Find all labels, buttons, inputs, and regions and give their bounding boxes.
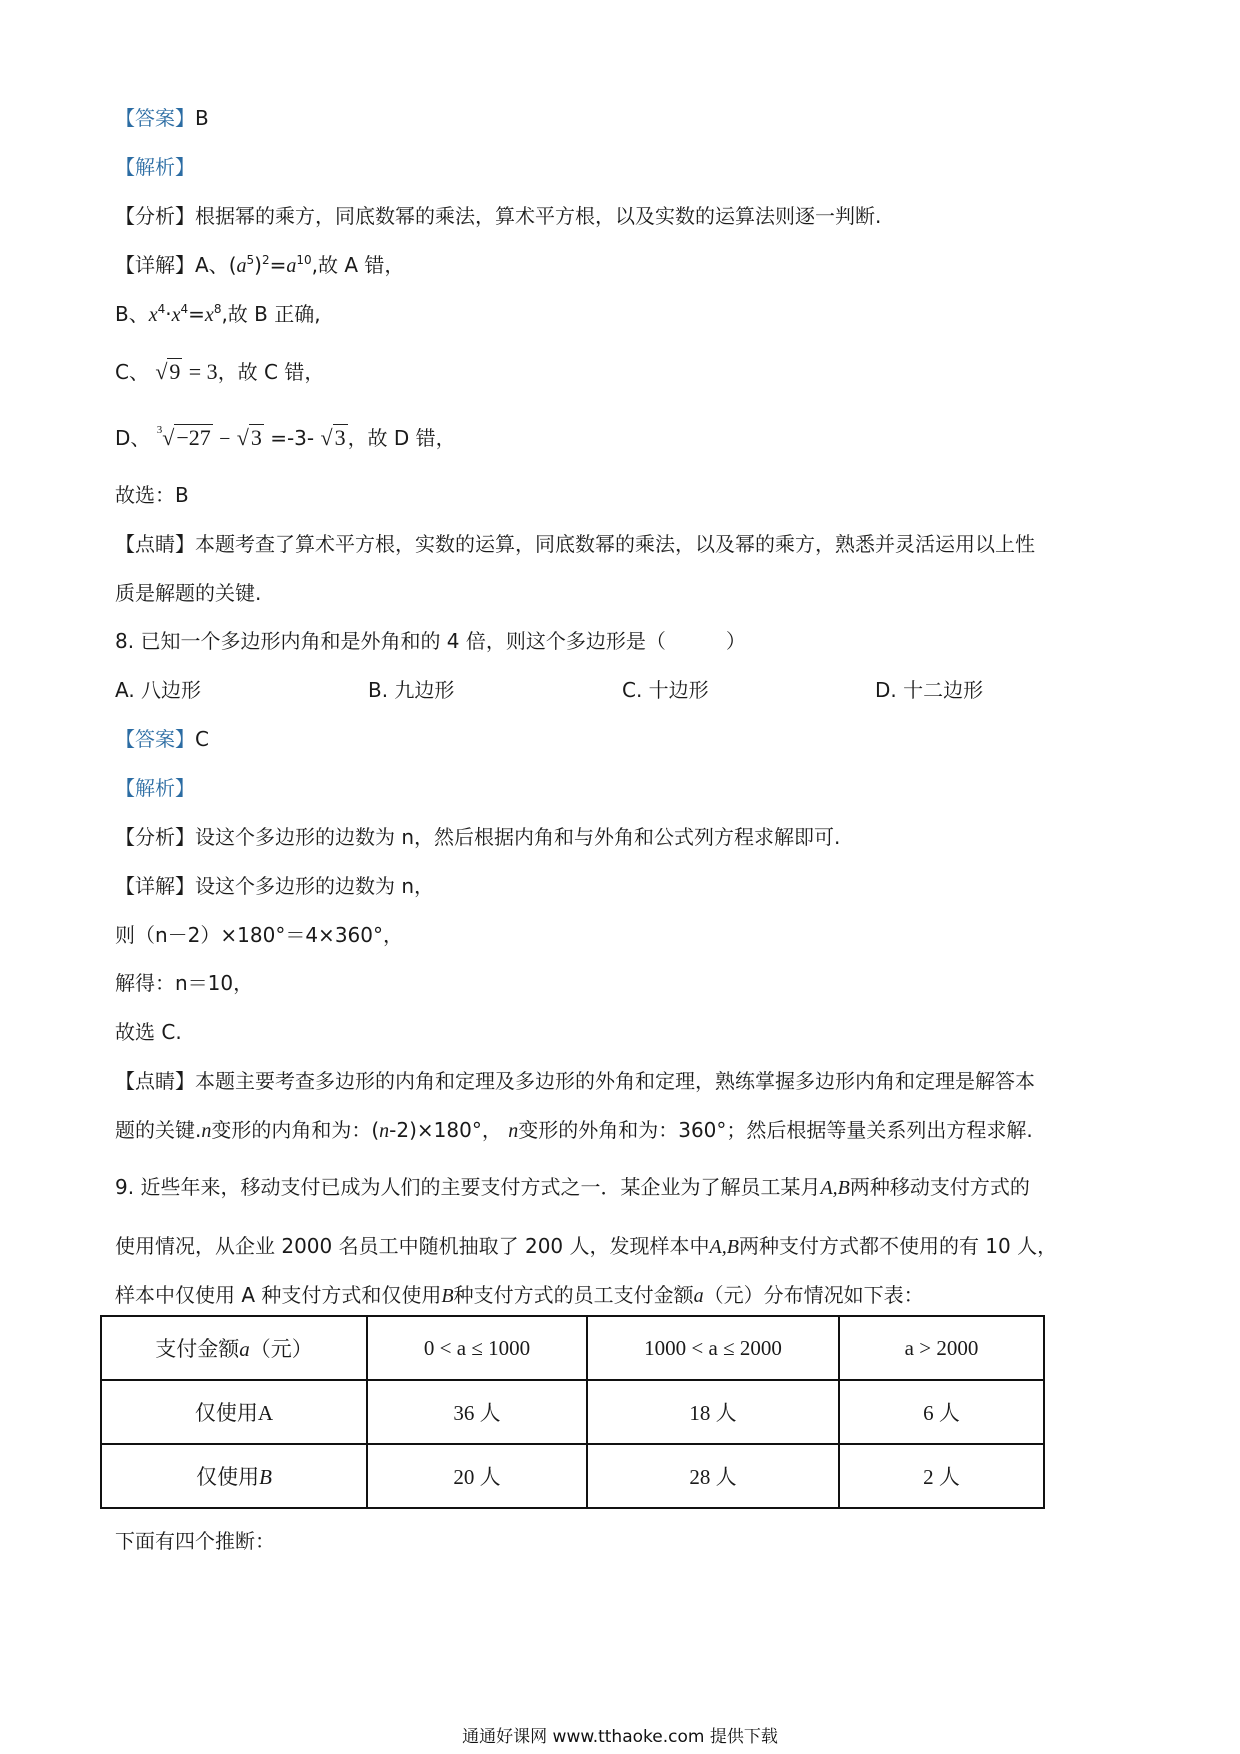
q7-dianjing-2: 质是解题的关键. <box>115 581 262 605</box>
q8-option-a: A. 八边形 <box>115 678 202 702</box>
header-amount-label: 支付金额 <box>155 1337 240 1361</box>
table-cell: 20 人 <box>367 1444 587 1508</box>
payment-table <box>100 1315 1045 1509</box>
dianjing-2a: 题的关键. <box>115 1118 202 1142</box>
table-cell: 6 人 <box>839 1380 1044 1444</box>
row-label-prefix: 仅使用 <box>196 1465 260 1489</box>
dianjing-text-1: 本题考查了算术平方根，实数的运算，同底数幂的乘法，以及幂的乘方，熟悉并灵活运用以上性 <box>195 532 1035 556</box>
page-footer: 通通好课网 www.tthaoke.com 提供下载 <box>462 1727 778 1747</box>
q9-line-1b: 两种移动支付方式的 <box>849 1175 1030 1199</box>
q8-step1: 则（n－2）×180°＝4×360°， <box>115 923 403 947</box>
q7-xiangjie-c <box>115 358 324 386</box>
q9-line-1a: 9. 近些年来，移动支付已成为人们的主要支付方式之一．某企业为了解员工某月 <box>115 1175 821 1199</box>
answer-tag: 【答案】 <box>115 106 195 130</box>
fenxi-tag: 【分析】 <box>115 204 195 228</box>
cuberoot-neg27: $^3$√−27 <box>156 424 211 450</box>
minus-sign: − <box>219 428 231 450</box>
formula-a: $(a^5)^2=a^{10}$ <box>228 253 312 277</box>
q8-option-b: B. 九边形 <box>368 678 455 702</box>
q7-fenxi <box>115 202 881 230</box>
row-label: 仅使用A <box>101 1380 367 1444</box>
option-c-suffix: ，故 C 错， <box>217 360 325 384</box>
fenxi-tag: 【分析】 <box>115 825 195 849</box>
table-header-row <box>101 1316 1044 1380</box>
q9-line-3c: （元）分布情况如下表： <box>703 1283 924 1307</box>
var-a: a <box>693 1285 704 1307</box>
answer-value: C <box>195 727 209 751</box>
var-ab-2: A,B <box>709 1236 739 1258</box>
q8-step2: 解得：n＝10， <box>115 971 254 995</box>
dianjing-2b: 变形的内角和为：( <box>211 1118 380 1142</box>
var-b: B <box>441 1285 454 1307</box>
dianjing-tag: 【点睛】 <box>115 1069 195 1093</box>
var-n-2: n <box>379 1120 390 1142</box>
q9-line-3a: 样本中仅使用 A 种支付方式和仅使用 <box>115 1283 442 1307</box>
option-a-suffix: ,故 A 错， <box>311 253 405 277</box>
table-cell: 2 人 <box>839 1444 1044 1508</box>
q9-line-1 <box>115 1173 1030 1202</box>
var-ab-1: A,B <box>820 1177 850 1199</box>
sqrt-3-a: √3 <box>236 425 262 450</box>
q9-line-2b: 两种支付方式都不使用的有 10 人， <box>738 1234 1058 1258</box>
var-n-3: n <box>508 1120 519 1142</box>
dianjing-text-1: 本题主要考查多边形的内角和定理及多边形的外角和定理，熟练掌握多边形内角和定理是解答本 <box>195 1069 1035 1093</box>
q7-xiangjie-b <box>115 300 321 329</box>
row-label <box>101 1444 367 1508</box>
option-d-prefix: D、 <box>115 426 151 450</box>
q8-xiangjie <box>115 872 434 900</box>
xiangjie-tag: 【详解】 <box>115 874 195 898</box>
sqrt-9: √9 <box>155 359 181 384</box>
option-c-prefix: C、 <box>115 360 149 384</box>
header-cell-range-3: a > 2000 <box>839 1316 1044 1380</box>
table-row <box>101 1444 1044 1508</box>
header-cell-amount <box>101 1316 367 1380</box>
var-n-1: n <box>201 1120 212 1142</box>
sqrt-3-b: √3 <box>320 425 346 450</box>
table-cell: 18 人 <box>587 1380 839 1444</box>
xiangjie-text: 设这个多边形的边数为 n， <box>195 874 435 898</box>
d-middle: =-3- <box>263 426 321 450</box>
q9-after-table: 下面有四个推断： <box>115 1529 275 1553</box>
header-unit: （元） <box>249 1337 313 1361</box>
q8-option-d: D. 十二边形 <box>875 678 984 702</box>
q7-choose: 故选：B <box>115 483 189 507</box>
header-cell-range-1: 0 < a ≤ 1000 <box>367 1316 587 1380</box>
q8-option-c: C. 十边形 <box>622 678 709 702</box>
dianjing-2c: -2)×180°， <box>389 1118 502 1142</box>
q7-analysis-tag: 【解析】 <box>115 155 195 179</box>
q9-line-3 <box>115 1281 924 1310</box>
q8-dianjing-2 <box>115 1116 1033 1145</box>
header-var-a: a <box>239 1337 250 1361</box>
q8-dianjing-1 <box>115 1067 1035 1095</box>
option-d-suffix: ，故 D 错， <box>347 426 456 450</box>
q9-line-2a: 使用情况，从企业 2000 名员工中随机抽取了 200 人，发现样本中 <box>115 1234 710 1258</box>
q7-xiangjie-a <box>115 251 404 280</box>
q8-question: 8. 已知一个多边形内角和是外角和的 4 倍，则这个多边形是（ ） <box>115 629 746 653</box>
q8-choose: 故选 C. <box>115 1020 182 1044</box>
fenxi-text: 根据幂的乘方，同底数幂的乘法，算术平方根，以及实数的运算法则逐一判断. <box>195 204 882 228</box>
q7-xiangjie-d <box>115 424 456 453</box>
dianjing-tag: 【点睛】 <box>115 532 195 556</box>
row-label-var: B <box>259 1465 272 1489</box>
dianjing-2d: 变形的外角和为：360°；然后根据等量关系列出方程求解. <box>518 1118 1033 1142</box>
q8-analysis-tag: 【解析】 <box>115 776 195 800</box>
table-row <box>101 1380 1044 1444</box>
answer-value: B <box>195 106 209 130</box>
q8-fenxi <box>115 823 840 851</box>
q7-answer-line <box>115 104 209 132</box>
answer-tag: 【答案】 <box>115 727 195 751</box>
fenxi-text: 设这个多边形的边数为 n，然后根据内角和与外角和公式列方程求解即可. <box>195 825 841 849</box>
option-b-prefix: B、 <box>115 302 149 326</box>
q9-line-3b: 种支付方式的员工支付金额 <box>453 1283 694 1307</box>
table-cell: 36 人 <box>367 1380 587 1444</box>
q9-line-2 <box>115 1232 1057 1261</box>
option-a-prefix: A、 <box>195 253 229 277</box>
formula-b: $x^4\cdot x^4=x^8$ <box>148 302 222 326</box>
header-cell-range-2: 1000 < a ≤ 2000 <box>587 1316 839 1380</box>
c-eq: = 3 <box>188 359 218 384</box>
q7-dianjing-1 <box>115 530 1035 558</box>
xiangjie-tag: 【详解】 <box>115 253 195 277</box>
option-b-suffix: ,故 B 正确, <box>221 302 321 326</box>
q8-answer-line <box>115 725 209 753</box>
table-cell: 28 人 <box>587 1444 839 1508</box>
